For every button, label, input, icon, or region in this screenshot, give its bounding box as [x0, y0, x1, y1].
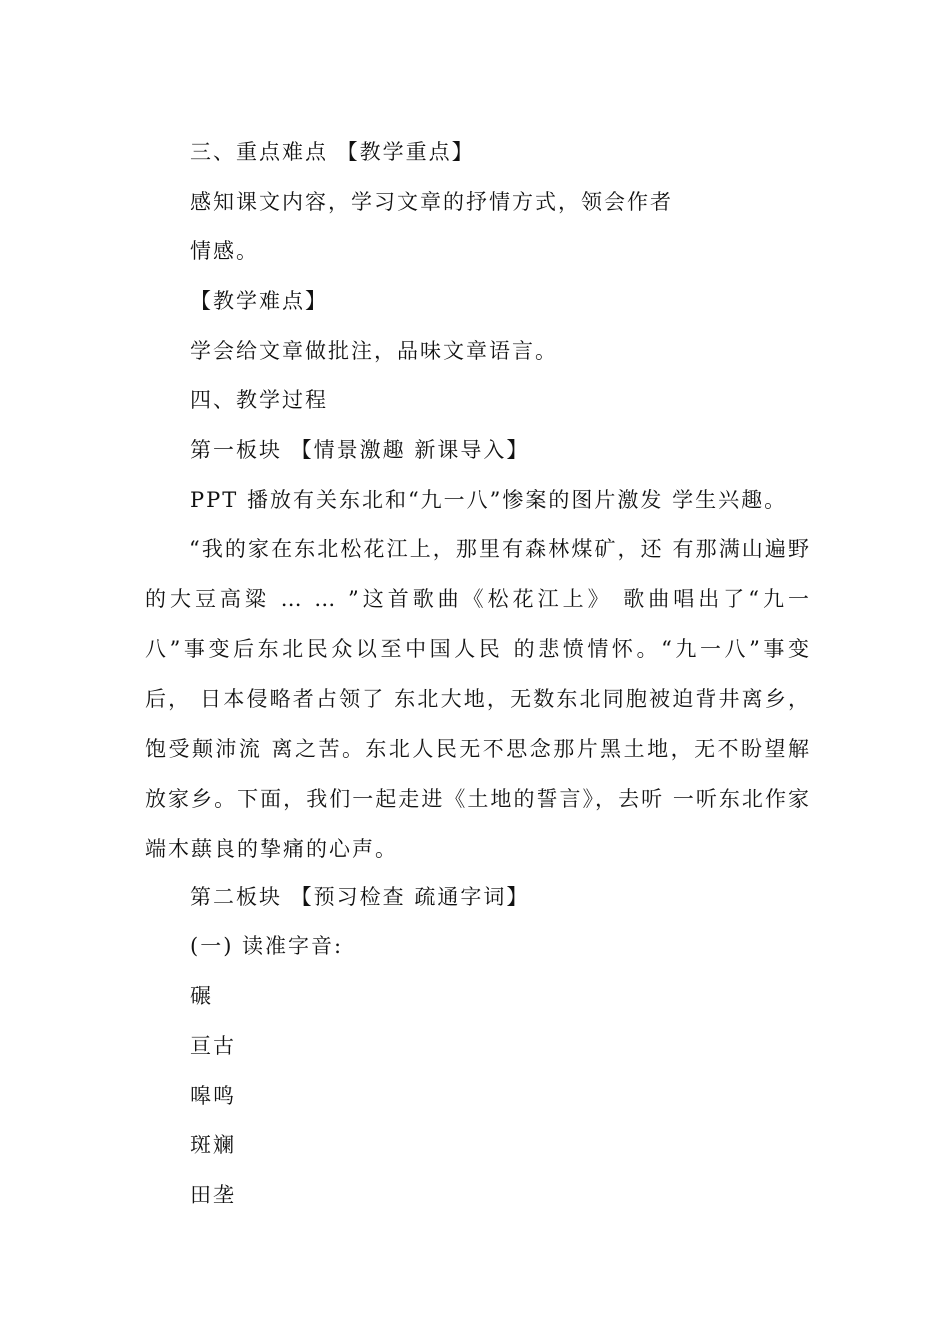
block1-title: 第一板块 【情景激趣 新课导入】 [190, 438, 530, 462]
word-item: 碾 [190, 984, 213, 1008]
block1-intro-paragraph: “我的家在东北松花江上，那里有森林煤矿，还 有那满山遍野的大豆高粱 … … ”这首歌曲《松花江上》 歌曲唱出了“九一八”事变后东北民众以至中国人民 的悲愤情怀。“九一八”事变后， 日本侵略者占领了 东北大地，无数东北同胞被迫背井离乡，饱受颠沛流 离之苦。东北人民无不思念那片黑土地，无不盼望解放家乡。下面，我们一起走进《土地的誓言》，去听 一听东北作家端木蕻良的挚痛的心声。 [145, 537, 811, 861]
word-item: 斑斓 [190, 1133, 236, 1157]
block2-title: 第二板块 【预习检查 疏通字词】 [190, 885, 530, 909]
block1-ppt-line: PPT 播放有关东北和“九一八”惨案的图片激发 学生兴趣。 [190, 488, 788, 512]
pronunciation-subheading: (一) 读准字音: [190, 934, 344, 958]
section-heading-key-points: 三、重点难点 【教学重点】 [190, 140, 475, 164]
section-heading-process: 四、教学过程 [190, 388, 328, 412]
word-item: 田垄 [190, 1183, 236, 1207]
word-item: 亘古 [190, 1034, 236, 1058]
teaching-difficulty-text: 学会给文章做批注，品味文章语言。 [190, 339, 558, 363]
teaching-focus-line2: 情感。 [190, 239, 259, 263]
teaching-difficulty-label: 【教学难点】 [190, 289, 328, 313]
word-item: 嗥鸣 [190, 1084, 236, 1108]
teaching-focus-line1: 感知课文内容，学习文章的抒情方式，领会作者 [190, 190, 673, 214]
